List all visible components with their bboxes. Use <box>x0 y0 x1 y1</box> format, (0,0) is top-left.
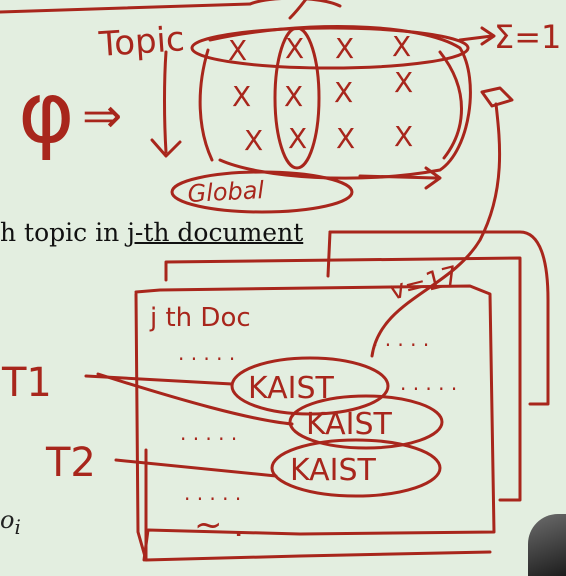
matrix-cell: X <box>394 120 414 153</box>
matrix-cell: X <box>228 34 248 67</box>
down-arrow-shaft <box>165 52 167 152</box>
right-path-drop <box>328 232 330 276</box>
matrix-cell: X <box>392 30 412 63</box>
word-dots: . . . . . <box>184 481 242 505</box>
matrix-cell: X <box>232 80 252 113</box>
update-curve <box>372 104 500 356</box>
slide-caption-underlined: j-th document <box>127 218 304 247</box>
matrix-cell: X <box>288 122 308 155</box>
matrix-right-bracket <box>440 52 462 158</box>
slide-symbol-base: o <box>0 506 15 534</box>
t2-label: T2 <box>46 440 96 486</box>
matrix-cell: X <box>394 66 414 99</box>
matrix-cell: X <box>336 122 356 155</box>
document-box-bottom <box>300 552 490 556</box>
topic-label: Topic <box>97 19 186 65</box>
word-dots: . . . . . <box>372 327 430 351</box>
word-dots: . . . . . <box>400 371 458 395</box>
topic-matrix <box>228 30 413 157</box>
scribble-label: Global <box>186 176 265 208</box>
matrix-cell: X <box>285 32 305 65</box>
document-title: j th Doc <box>150 303 251 333</box>
word-token: KAIST <box>248 371 334 406</box>
update-arrow-head <box>482 88 512 106</box>
implies-arrow: ⇒ <box>82 88 123 144</box>
slide-caption-text: h topic in <box>0 218 128 247</box>
sum-equals-one: Σ=1 <box>494 18 562 56</box>
matrix-cell: X <box>284 80 304 113</box>
matrix-left-bracket <box>200 50 212 160</box>
scribble-arrow <box>360 176 436 178</box>
slide-symbol <box>0 506 21 539</box>
t2-arrow <box>116 460 276 476</box>
word-token: KAIST <box>306 407 392 442</box>
word-dots: . . . . . <box>178 341 236 365</box>
matrix-cell: X <box>335 32 355 65</box>
top-stroke <box>0 4 250 12</box>
v-equals-label: v=17 <box>386 260 462 307</box>
phi-label: φ <box>18 63 75 163</box>
top-tick <box>290 0 310 18</box>
slide-symbol-index: i <box>14 514 21 539</box>
matrix-cell: X <box>244 124 264 157</box>
word-dots: . . . . . <box>180 421 238 445</box>
matrix-cell: X <box>334 76 354 109</box>
tilde-mark: ~ . <box>194 505 245 545</box>
slide-caption <box>0 218 303 247</box>
word-token: KAIST <box>290 453 376 488</box>
t1-label: T1 <box>2 360 52 406</box>
top-curve <box>250 0 340 6</box>
